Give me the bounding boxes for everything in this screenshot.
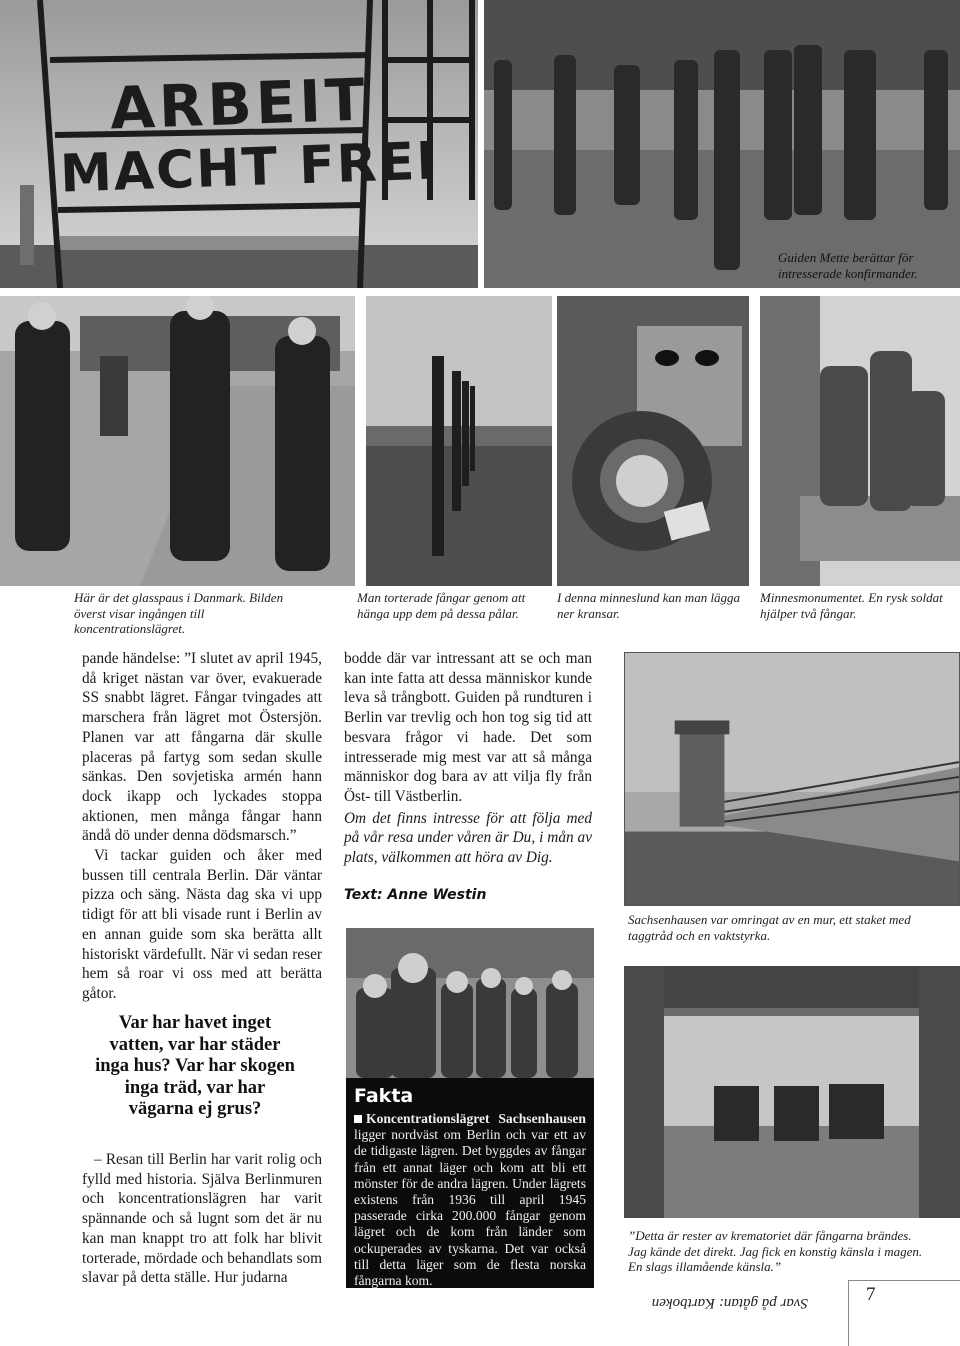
caption-monument: Minnesmonumentet. En rysk soldat hjälper två fångar. <box>760 590 943 621</box>
torture-poles-photo <box>366 296 552 586</box>
caption-palar: Man torterade fångar genom att hänga upp dem på dessa pålar. <box>357 590 526 621</box>
column1-bottom-paragraph: – Resan till Berlin har varit rolig och fylld med historia. Själva Berlinmuren och koncentrationslägren har varit spännande och så lugnt som det är nu kan man knappt tro att folk har blivit torterade, mördade och behandlats som slavar på detta ställe. Hur judarna <box>82 1151 322 1287</box>
fakta-bullet-icon <box>354 1115 362 1123</box>
caption-glasspaus: Här är det glasspaus i Danmark. Bilden överst visar ingången till koncentrationslägret. <box>74 590 284 636</box>
riddle-quote: Var har havet inget vatten, var har städer inga hus? Var har skogen inga träd, var har vägarna ej grus? <box>95 1013 295 1119</box>
caption-krematorium: ”Detta är rester av krematoriet där fångarna brändes. Jag kände det direkt. Jag fick en konstig känsla i magen. En slags illamående känsla.” <box>628 1228 923 1274</box>
caption-guide: Guiden Mette berättar för intresserade konfirmander. <box>778 250 918 281</box>
gate-photo <box>0 0 478 288</box>
column1-paragraph-2: Vi tackar guiden och åker med bussen till centrala Berlin. Där väntar pizza och säng. Nästa dag ska vi upp tidigt för att bli visade runt i Berlin av en annan guide som ska berätta allt historiskt värdefullt. När vi sedan reser hem så roar vi oss med att berätta gåtor. <box>82 847 322 1002</box>
fakta-body <box>354 1111 586 1289</box>
memorial-monument-photo <box>760 296 960 586</box>
gate-sign-line1: ARBEIT <box>108 65 370 143</box>
ice-cream-break-photo <box>0 296 355 586</box>
page-number-tab <box>848 1280 960 1346</box>
camp-wall-photo <box>624 652 960 906</box>
caption-minneslund: I denna minneslund kan man lägga ner kransar. <box>557 590 741 621</box>
memorial-grove-photo <box>557 296 749 586</box>
fakta-box <box>346 1078 594 1288</box>
column1-paragraph-1: pande händelse: ”I slutet av april 1945, då kriget nästan var över, evakuerade SS snabbt lägret. Fångar tvingades att marschera från lägret mot Östersjön. Planen var att fångarna där skulle placeras på fartyg som sedan skulle sänkas. Den sovjetiska armén hann dock ikapp och lyckades stoppa aktionen, men många fångar hann ändå dö under denna dödsmarsch.” <box>82 650 322 845</box>
article-byline: Text: Anne Westin <box>344 887 487 903</box>
fakta-title: Fakta <box>354 1085 414 1107</box>
riddle-answer: Svar på gåtan: Kartboken <box>651 1295 808 1311</box>
article-column-1-bottom <box>82 1150 322 1288</box>
prisoners-photo <box>346 928 594 1078</box>
crematorium-photo <box>624 966 960 1218</box>
column2-paragraph-1: bodde där var intressant att se och man kan inte fatta att dessa människor kunde leva så trångbott. Guiden på rundturen i Berlin var trevlig och hon tog sig tid att besvara frågor vi hade. Det som intresserade mig mest var att så många människor dog bara av att vilja fly från Öst- till Västberlin. <box>344 650 592 805</box>
column2-paragraph-2: Om det finns intresse för att följa med på vår resa under våren är Du, i mån av plats, välkommen att höra av Dig. <box>344 809 592 867</box>
guide-group-photo <box>484 0 960 288</box>
gate-sign-line2: MACHT FREI <box>59 131 439 205</box>
page-number: 7 <box>866 1284 876 1305</box>
fakta-text: ligger nordväst om Berlin och var ett av de tidigaste lägren. Det byggdes av fångar från ett annat läger och kom att bli ett mönster för de andra lägren. Under lägrets existens från 1936 till april 1945 passerade cirka 200.000 fångar genom lägret och de kom från länder som ockuperades av tyskarna. Det var också till detta läger som de flesta norska fångarna kom. <box>354 1127 586 1289</box>
article-column-1 <box>82 649 322 1004</box>
caption-mur: Sachsenhausen var omringat av en mur, ett staket med taggtråd och en vaktstyrka. <box>628 912 911 943</box>
fakta-heading: Koncentrationslägret Sachsenhausen <box>366 1111 586 1126</box>
article-column-2 <box>344 649 592 868</box>
